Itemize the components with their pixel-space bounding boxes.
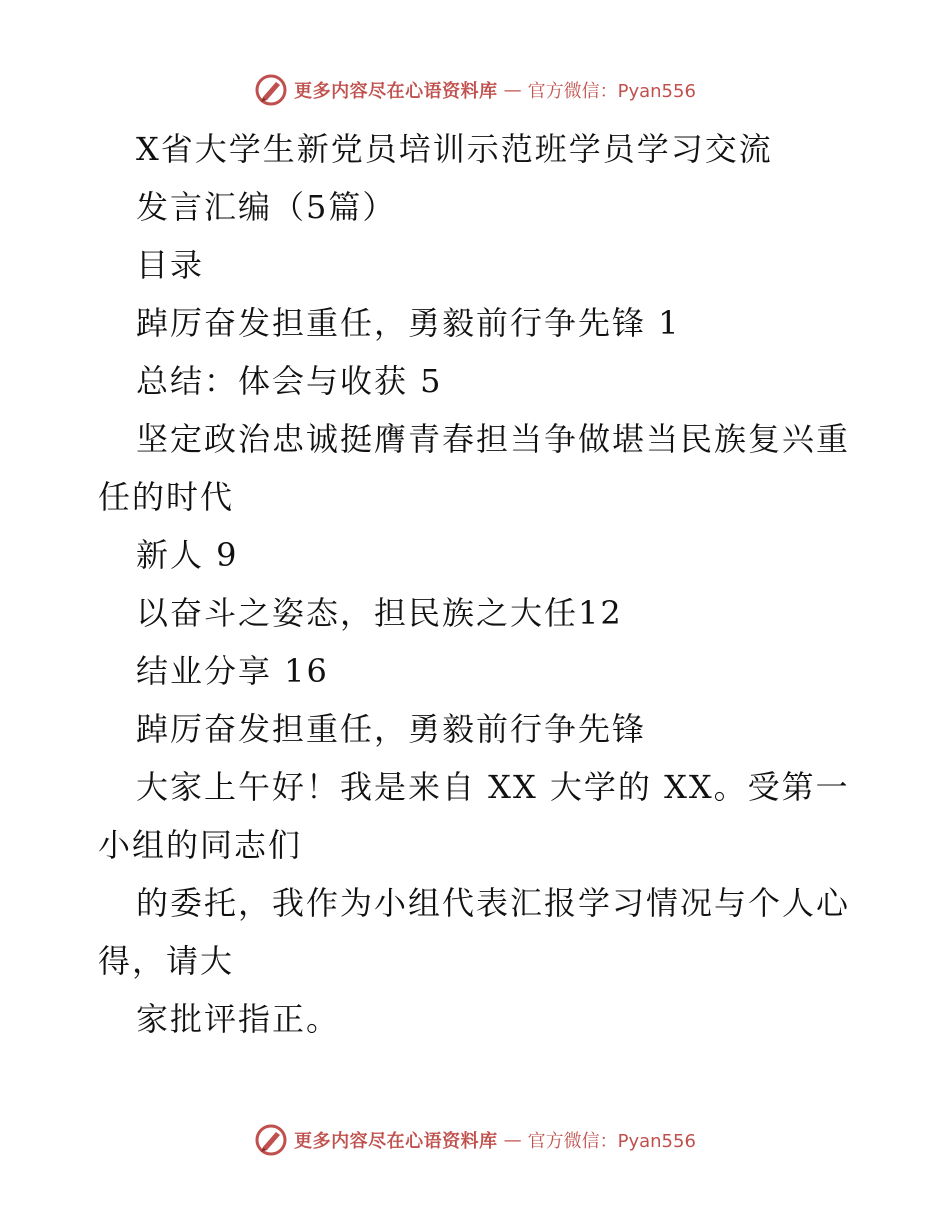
doc-line: 小组的同志们 [98, 826, 303, 864]
doc-line: 得，请大 [98, 942, 235, 980]
doc-line: 新人 9 [136, 536, 239, 574]
pen-logo-icon [254, 1123, 288, 1157]
watermark-separator: — [503, 1129, 522, 1151]
watermark-contact: 官方微信：Pyan556 [527, 1131, 696, 1152]
doc-line: 坚定政治忠诚挺膺青春担当争做堪当民族复兴重 [136, 420, 851, 458]
doc-line: 目录 [136, 246, 205, 284]
doc-line: 以奋斗之姿态，担民族之大任12 [136, 594, 623, 632]
doc-line: 结业分享 16 [136, 652, 329, 690]
pen-logo-icon [254, 73, 288, 107]
watermark-separator: — [503, 79, 522, 101]
footer-watermark [0, 1120, 950, 1160]
doc-line: 总结：体会与收获 5 [136, 362, 443, 400]
doc-line: 大家上午好！我是来自 XX 大学的 XX。受第一 [136, 768, 850, 806]
watermark-text: 更多内容尽在心语资料库 [294, 81, 498, 102]
doc-line: 的委托，我作为小组代表汇报学习情况与个人心 [136, 884, 851, 922]
document-body [98, 120, 858, 1048]
doc-line: 踔厉奋发担重任，勇毅前行争先锋 [136, 710, 647, 748]
doc-line: X省大学生新党员培训示范班学员学习交流 [136, 130, 773, 168]
doc-line: 发言汇编（5篇） [136, 188, 397, 226]
doc-line: 任的时代 [98, 478, 235, 516]
header-watermark [0, 70, 950, 110]
watermark-contact: 官方微信：Pyan556 [527, 81, 696, 102]
doc-line: 家批评指正。 [136, 1000, 341, 1038]
watermark-text: 更多内容尽在心语资料库 [294, 1131, 498, 1152]
doc-line: 踔厉奋发担重任，勇毅前行争先锋 1 [136, 304, 681, 342]
